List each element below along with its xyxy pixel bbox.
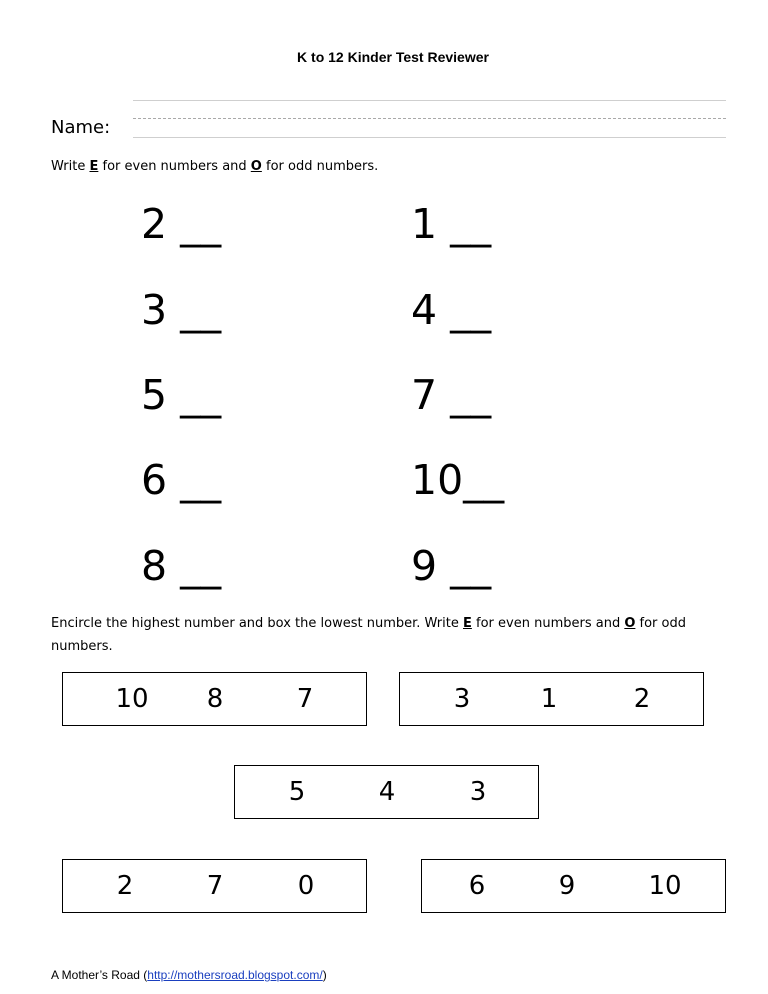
name-label: Name: (51, 117, 111, 138)
number-box (62, 672, 367, 726)
box-number: 1 (540, 684, 558, 714)
box-number: 10 (115, 684, 149, 714)
number-item: 10__ (411, 456, 505, 504)
number-box (421, 859, 726, 913)
number-box (62, 859, 367, 913)
box-number: 10 (648, 871, 682, 901)
source-link[interactable]: http://mothersroad.blogspot.com/ (147, 968, 323, 982)
box-number: 2 (633, 684, 651, 714)
number-item: 9 __ (411, 542, 492, 590)
footer-credit: A Mother’s Road (http://mothersroad.blogspot.com/) (51, 968, 327, 982)
number-item: 5 __ (141, 371, 222, 419)
box-number: 3 (453, 684, 471, 714)
box-number: 3 (469, 777, 487, 807)
number-item: 8 __ (141, 542, 222, 590)
instruction-encircle-box: Encircle the highest number and box the lowest number. Write E for even numbers and O for odd numbers. (51, 616, 686, 654)
number-item: 6 __ (141, 456, 222, 504)
number-item: 7 __ (411, 371, 492, 419)
box-number: 0 (297, 871, 315, 901)
box-number: 8 (206, 684, 224, 714)
instruction-even-odd: Write E for even numbers and O for odd numbers. (51, 159, 379, 174)
name-line-top (133, 100, 726, 101)
number-item: 4 __ (411, 286, 492, 334)
box-number: 7 (206, 871, 224, 901)
box-number: 2 (116, 871, 134, 901)
number-item: 2 __ (141, 200, 222, 248)
box-number: 5 (288, 777, 306, 807)
worksheet-title: K to 12 Kinder Test Reviewer (297, 49, 489, 65)
name-line-middle (133, 118, 726, 119)
box-number: 7 (296, 684, 314, 714)
number-item: 1 __ (411, 200, 492, 248)
box-number: 4 (378, 777, 396, 807)
number-box (234, 765, 539, 819)
box-number: 9 (558, 871, 576, 901)
number-item: 3 __ (141, 286, 222, 334)
number-box (399, 672, 704, 726)
box-number: 6 (468, 871, 486, 901)
name-line-bottom (133, 137, 726, 138)
